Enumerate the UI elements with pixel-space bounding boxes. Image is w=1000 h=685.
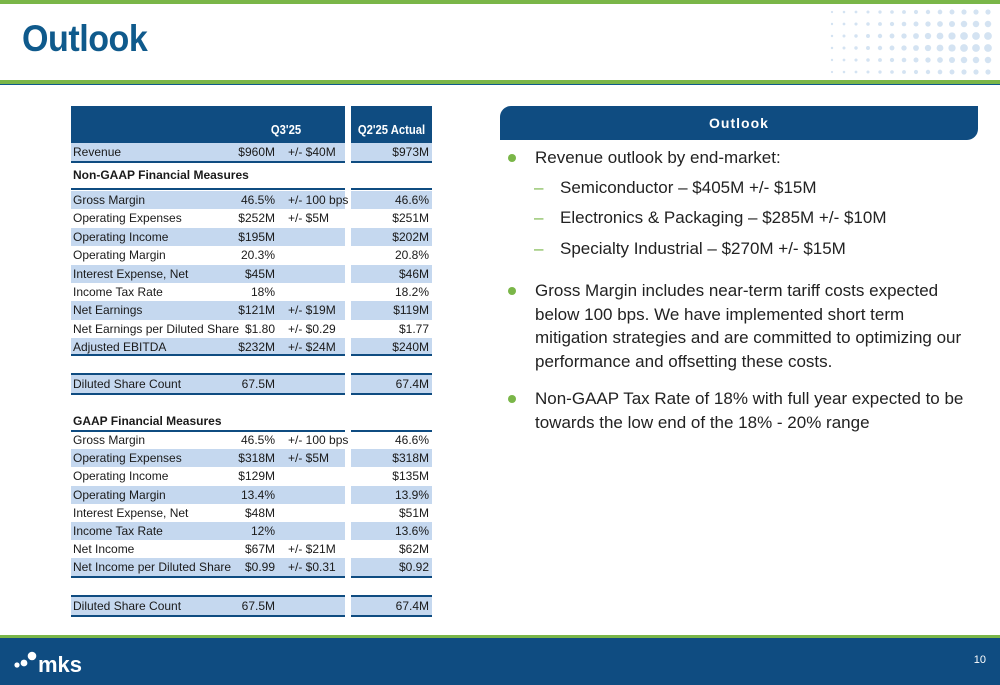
outlook-header [500,106,978,140]
mks-logo [13,646,93,676]
table-row [71,558,432,576]
page-number: 10 [973,654,986,666]
row-actual: 67.4M [395,377,429,391]
row-label: Interest Expense, Net [73,266,189,281]
bullet-dot-icon [508,287,516,295]
row-actual: $119M [393,303,429,318]
bullet-revenue-outlook [506,146,976,170]
bullet-dot-icon [508,154,516,162]
row-range: +/- $0.29 [288,321,336,336]
row-value: $1.80 [244,321,275,336]
row-range [288,597,348,615]
row-actual: $240M [392,340,429,355]
svg-text:mks: mks [38,652,83,676]
row-label: Gross Margin [73,433,146,447]
row-value: $45M [244,266,275,281]
row-range [288,486,348,504]
row-value: $121M [238,303,275,318]
row-range: +/- $21M [288,542,336,557]
table-row [71,301,432,319]
table-row [71,540,432,558]
top-accent-rule [0,0,1000,4]
row-actual: 46.6% [394,193,429,207]
row-actual: 46.6% [394,433,429,447]
bullet-text: Gross Margin includes near-term tariff costs expected below 100 bps. We have implemented short term mitigation strategies and are committed to optimizing our performance and offsetting these costs. [535,281,962,371]
sub-bullet-text: Semiconductor – $405M +/- $15M [560,177,817,197]
row-value: 12% [250,524,275,538]
table-rule [351,161,432,163]
table-rule [71,354,345,356]
row-actual: $62M [398,542,429,557]
title-rule-line [0,84,1000,85]
row-range [288,246,348,264]
row-range: +/- 100 bps [288,433,349,447]
bullet-text: Non-GAAP Tax Rate of 18% with full year expected to be towards the low end of the 18% - 20% range [535,389,964,432]
row-value: $232M [238,340,275,355]
bullet-tax-rate [506,387,976,434]
table-row-gaap-share-count [71,597,432,615]
section-title-non-gaap: Non-GAAP Financial Measures [73,168,249,182]
table-row [71,265,432,283]
row-value: 67.5M [241,377,275,391]
row-range: +/- $0.31 [288,560,336,575]
row-label: Revenue [73,145,122,159]
row-range [288,467,348,485]
table-row [71,486,432,504]
header-q2-actual: Q2'25 Actual [357,123,426,137]
table-rule [71,188,345,190]
dash-icon: – [534,238,544,258]
header-q3: Q3'25 [270,123,302,137]
sub-bullet-electronics [506,206,976,230]
row-actual: $51M [398,505,429,520]
table-rule [71,576,345,578]
row-value: $67M [244,542,275,557]
row-label: Diluted Share Count [73,599,182,613]
table-row [71,522,432,540]
row-label: Income Tax Rate [73,285,163,299]
row-actual: $46M [398,266,429,281]
bullet-text: Revenue outlook by end-market: [535,148,781,167]
row-value: 13.4% [240,487,275,502]
row-label: Gross Margin [73,193,146,207]
row-value: 67.5M [241,599,275,613]
footer-bar [0,638,1000,685]
row-label: Interest Expense, Net [73,505,189,520]
dash-icon: – [534,208,544,227]
table-rule [351,354,432,356]
row-range [288,228,348,246]
sub-bullet-specialty-industrial [506,237,976,261]
table-row [71,246,432,264]
table-row [71,228,432,246]
sub-bullet-text: Specialty Industrial – $270M +/- $15M [560,238,846,258]
table-rule [351,576,432,578]
row-value: $318M [238,451,275,466]
row-label: Income Tax Rate [73,524,163,538]
row-actual: 18.2% [394,285,429,299]
row-actual: $318M [392,451,429,466]
row-label: Operating Margin [73,248,166,263]
table-row-revenue [71,143,432,161]
row-range [288,375,348,393]
row-label: Diluted Share Count [73,377,182,391]
row-value: $195M [238,229,275,244]
row-range: +/- $5M [288,451,330,466]
decorative-dot-pattern [790,6,995,78]
row-range [288,283,348,301]
outlook-bullets [506,146,976,434]
row-actual: $0.92 [398,560,429,575]
row-range [288,504,348,522]
row-value: $129M [238,469,275,484]
row-actual: 13.9% [394,487,429,502]
table-row [71,283,432,301]
section-title-gaap: GAAP Financial Measures [73,414,222,428]
table-row [71,449,432,467]
table-rule [71,615,345,617]
row-value: 18% [250,285,275,299]
row-value: $48M [244,505,275,520]
table-rule [351,393,432,395]
row-value: 46.5% [240,433,275,447]
row-range: +/- 100 bps [288,193,349,207]
row-actual: $202M [392,229,429,244]
row-range: +/- $5M [288,211,330,226]
table-rule [71,161,345,163]
row-actual: 13.6% [394,524,429,538]
outlook-header-label: Outlook [709,115,769,131]
row-value: 46.5% [240,193,275,207]
row-value: 20.3% [240,248,275,263]
table-row [71,320,432,338]
page-title: Outlook [22,18,148,59]
row-label: Adjusted EBITDA [73,340,167,355]
row-label: Net Income per Diluted Share [73,560,232,575]
row-actual: $135M [392,469,429,484]
row-value: $0.99 [244,560,275,575]
table-rule [351,615,432,617]
row-actual: 67.4M [395,599,429,613]
row-actual: $251M [392,211,429,226]
row-actual: $1.77 [398,321,429,336]
table-row [71,431,432,449]
row-range [288,522,348,540]
row-label: Operating Margin [73,487,166,502]
row-range [288,265,348,283]
row-range: +/- $19M [288,303,336,318]
table-row [71,467,432,485]
row-label: Net Earnings per Diluted Share [73,321,240,336]
table-row-non-gaap-share-count [71,375,432,393]
dash-icon: – [534,177,544,197]
row-range: +/- $40M [288,145,336,159]
row-label: Operating Income [73,229,169,244]
row-label: Operating Income [73,469,169,484]
row-label: Net Earnings [73,303,143,318]
row-value: $252M [238,211,275,226]
table-row [71,209,432,227]
row-label: Operating Expenses [73,211,182,226]
table-rule [351,188,432,190]
sub-bullet-text: Electronics & Packaging – $285M +/- $10M [560,208,887,227]
bullet-dot-icon [508,395,516,403]
row-actual: 20.8% [394,248,429,263]
table-row [71,191,432,209]
table-rule [71,393,345,395]
table-row [71,504,432,522]
row-actual: $973M [392,145,429,159]
row-label: Net Income [73,542,135,557]
row-value: $960M [238,145,275,159]
bullet-gross-margin [506,279,976,373]
sub-bullet-semiconductor [506,176,976,200]
row-label: Operating Expenses [73,451,182,466]
row-range: +/- $24M [288,340,336,355]
